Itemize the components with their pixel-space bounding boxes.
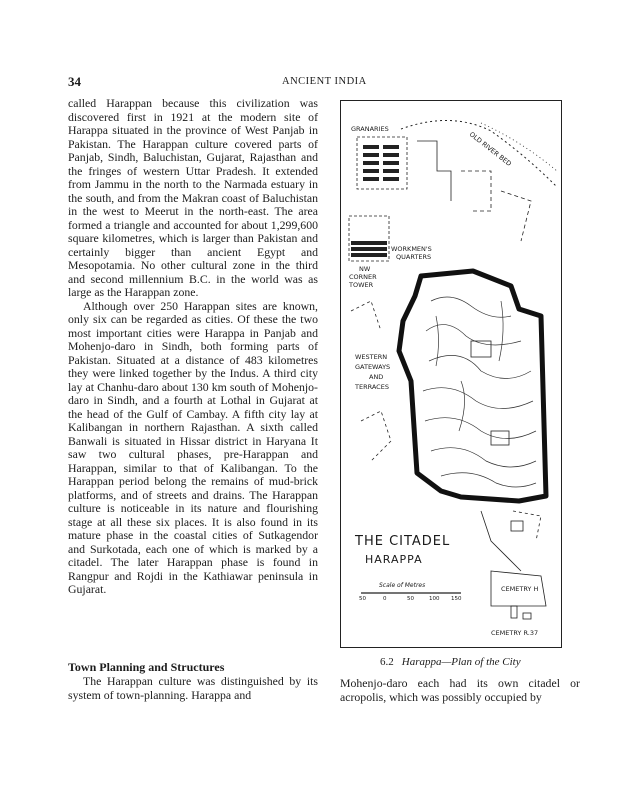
running-head: ANCIENT INDIA bbox=[282, 76, 367, 87]
map-subtitle: HARAPPA bbox=[365, 553, 423, 566]
mound-outline-6 bbox=[513, 511, 541, 541]
western-gateways-label-2: GATEWAYS bbox=[355, 363, 391, 371]
nw-corner-label-3: TOWER bbox=[349, 281, 374, 289]
scale-tick-4: 100 bbox=[429, 596, 440, 602]
scale-label: Scale of Metres bbox=[379, 582, 426, 589]
page-number: 34 bbox=[68, 74, 81, 89]
harappa-citadel-plan bbox=[341, 101, 560, 646]
western-gateways-label-4: TERRACES bbox=[355, 383, 389, 391]
left-column-text bbox=[68, 97, 318, 597]
workmens-quarters-blocks bbox=[351, 241, 387, 257]
granary-blocks bbox=[363, 145, 399, 181]
citadel-wall bbox=[399, 271, 546, 501]
scale-tick-3: 50 bbox=[407, 596, 414, 602]
scale-tick-1: 50 bbox=[359, 596, 366, 602]
river-bed-line bbox=[401, 120, 556, 186]
figure-number: 6.2 bbox=[380, 656, 394, 668]
cemetery-h-label: CEMETRY H bbox=[501, 585, 539, 593]
citadel-contours bbox=[423, 297, 536, 487]
workmens-quarters-label-1: WORKMEN'S bbox=[391, 245, 432, 253]
granaries-label: GRANARIES bbox=[351, 125, 389, 133]
western-gateways-label-1: WESTERN bbox=[355, 353, 388, 361]
section-paragraph-start: The Harappan culture was distinguished by its system of town-planning. Harappa and bbox=[68, 674, 318, 702]
nw-corner-label-2: CORNER bbox=[349, 273, 377, 281]
paragraph-2: Although over 250 Harappan sites are known, only six can be regarded as cities. Of these the two most important cities were Harappa in Panjab and Mohenjo-daro in Sindh, both forming parts of Pakistan. Situated at a distance of 483 kilometres they were linked together by the Indus. A third city lay at Chanhu-daro about 130 km south of Mohenjo-daro in Sindh, and a fourth at Lothal in Gujarat at the head of the Gulf of Cambay. A fifth city lay at Kalibangan in northern Rajasthan. A sixth called Banwali is situated in Hissar district in Haryana It saw two cultural phases, pre-Harappan and Harappan, similar to that of Kalibangan. To the Harappan period belong the remains of mud-brick platforms, and of streets and drains. The Harappan culture is noticeable in its nature and flourishing stage at all these six places. It is also found in its mature phase in the coastal cities of Sutkagendor and Surkotada, each one of which is marked by a citadel. The later Harappan phase is found in Rangpur and Rojdi in the Kathiawar peninsula in Gujarat. bbox=[68, 298, 318, 596]
structure-south bbox=[511, 521, 523, 531]
section-text-right: Mohenjo-daro each had its own citadel or acropolis, which was possibly occupied by bbox=[340, 676, 580, 704]
scale-tick-2: 0 bbox=[383, 596, 387, 602]
cemetery-structure-2 bbox=[523, 613, 531, 619]
nw-corner-label-1: NW bbox=[359, 265, 371, 273]
mound-outline-2 bbox=[461, 171, 491, 211]
mound-outline bbox=[417, 141, 451, 201]
paragraph-1: called Harappan because this civilization was discovered first in 1921 at the modern site of Harappa situated in the province of West Panjab in Pakistan. The Harappan culture covered parts of Panjab, Sindh, Baluchistan, Gujarat, Rajasthan and the fringes of western Uttar Pradesh. It extended from Jammu in the north to the Narmada estuary in the south, and from the Makran coast of Baluchistan in the west to Meerut in the north-east. The area formed a triangle and accounted for about 1,299,600 square kilometres, which is larger than Pakistan and certainly bigger than ancient Egypt and Mesopotamia. No other cultural zone in the third and second millennium B.C. in the world was as large as the Harappan zone. bbox=[68, 96, 318, 299]
figure-caption bbox=[380, 656, 521, 668]
mound-outline-3 bbox=[501, 191, 531, 241]
mound-outline-4 bbox=[351, 301, 381, 331]
cemetery-structure bbox=[511, 606, 517, 618]
wall-south bbox=[481, 511, 521, 571]
old-river-bed-label-1: OLD RIVER BED bbox=[467, 130, 513, 168]
cemetery-r37-label: CEMETRY R.37 bbox=[491, 629, 539, 637]
scale-tick-5: 150 bbox=[451, 596, 462, 602]
map-title: THE CITADEL bbox=[355, 534, 451, 549]
mound-outline-5 bbox=[361, 411, 391, 461]
section-heading: Town Planning and Structures bbox=[68, 660, 225, 674]
workmens-quarters-label-2: QUARTERS bbox=[396, 253, 432, 261]
figure-frame bbox=[340, 100, 562, 648]
figure-caption-text: Harappa—Plan of the City bbox=[401, 656, 521, 668]
western-gateways-label-3: AND bbox=[369, 373, 384, 381]
section-text-left bbox=[68, 675, 318, 702]
